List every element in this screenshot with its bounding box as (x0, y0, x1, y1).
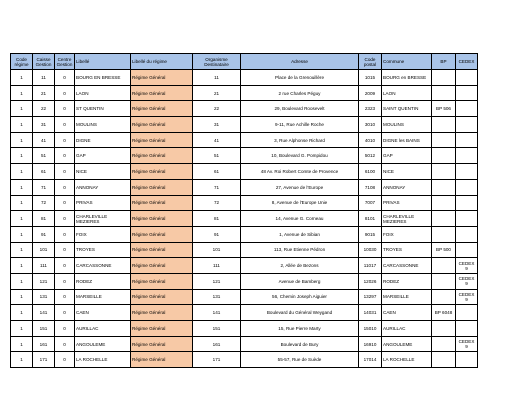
organisme-destinataire-cell: 22 (193, 101, 241, 117)
organisme-destinataire-cell: 151 (193, 321, 241, 337)
cedex-cell (456, 117, 478, 133)
adresse-cell: 55-57, Rue de Suède (241, 352, 359, 368)
commune-cell: SAINT QUENTIN (382, 101, 432, 117)
organisme-destinataire-cell: 111 (193, 258, 241, 274)
libelle-cell: BOURG EN BRESSE (75, 70, 131, 86)
bp-cell (432, 148, 456, 164)
header-caisse-gestion: Caisse Gestion (33, 54, 55, 70)
adresse-cell: 2, Allée de Bezons (241, 258, 359, 274)
code-regime-cell: 1 (11, 164, 33, 180)
caisses-table (10, 53, 478, 368)
code-postal-cell: 14031 (359, 305, 382, 321)
table-row (11, 117, 478, 133)
code-regime-cell: 1 (11, 352, 33, 368)
code-postal-cell: 2323 (359, 101, 382, 117)
adresse-cell: Boulevard du Général Weygand (241, 305, 359, 321)
centre-gestion-cell: 0 (55, 85, 75, 101)
code-postal-cell: 2009 (359, 85, 382, 101)
caisse-gestion-cell: 81 (33, 211, 55, 227)
libelle-cell: MOULINS (75, 117, 131, 133)
commune-cell: MOULINS (382, 117, 432, 133)
commune-cell: FOIX (382, 226, 432, 242)
centre-gestion-cell: 0 (55, 148, 75, 164)
cedex-cell (456, 321, 478, 337)
caisse-gestion-cell: 21 (33, 85, 55, 101)
cedex-cell (456, 148, 478, 164)
libelle-regime-cell: Régime Général (131, 273, 193, 289)
organisme-destinataire-cell: 121 (193, 273, 241, 289)
centre-gestion-cell: 0 (55, 164, 75, 180)
libelle-regime-cell: Régime Général (131, 101, 193, 117)
header-organisme-destinataire: Organisme Destinataire (193, 54, 241, 70)
cedex-cell (456, 85, 478, 101)
cedex-cell (456, 352, 478, 368)
adresse-cell: 14, Avenue G. Corneau (241, 211, 359, 227)
caisse-gestion-cell: 111 (33, 258, 55, 274)
libelle-regime-cell: Régime Général (131, 117, 193, 133)
organisme-destinataire-cell: 171 (193, 352, 241, 368)
code-regime-cell: 1 (11, 226, 33, 242)
code-regime-cell: 1 (11, 211, 33, 227)
centre-gestion-cell: 0 (55, 289, 75, 305)
adresse-cell: 10, Boulevard G. Pompidou (241, 148, 359, 164)
centre-gestion-cell: 0 (55, 242, 75, 258)
commune-cell: RODEZ (382, 273, 432, 289)
table-row (11, 164, 478, 180)
caisse-gestion-cell: 131 (33, 289, 55, 305)
organisme-destinataire-cell: 61 (193, 164, 241, 180)
bp-cell: BP 6048 (432, 305, 456, 321)
libelle-cell: ST QUENTIN (75, 101, 131, 117)
caisse-gestion-cell: 41 (33, 132, 55, 148)
bp-cell (432, 336, 456, 352)
centre-gestion-cell: 0 (55, 273, 75, 289)
caisse-gestion-cell: 121 (33, 273, 55, 289)
bp-cell (432, 85, 456, 101)
caisse-gestion-cell: 61 (33, 164, 55, 180)
libelle-cell: FOIX (75, 226, 131, 242)
organisme-destinataire-cell: 101 (193, 242, 241, 258)
libelle-cell: CAEN (75, 305, 131, 321)
caisse-gestion-cell: 72 (33, 195, 55, 211)
organisme-destinataire-cell: 81 (193, 211, 241, 227)
code-regime-cell: 1 (11, 289, 33, 305)
table-row (11, 179, 478, 195)
code-postal-cell: 6100 (359, 164, 382, 180)
adresse-cell: 29, Boulevard Roosevelt (241, 101, 359, 117)
centre-gestion-cell: 0 (55, 321, 75, 337)
bp-cell (432, 258, 456, 274)
code-regime-cell: 1 (11, 336, 33, 352)
bp-cell (432, 195, 456, 211)
centre-gestion-cell: 0 (55, 258, 75, 274)
table-row (11, 211, 478, 227)
organisme-destinataire-cell: 41 (193, 132, 241, 148)
code-postal-cell: 16910 (359, 336, 382, 352)
cedex-cell (456, 226, 478, 242)
bp-cell (432, 321, 456, 337)
commune-cell: DIGNE les BAINS (382, 132, 432, 148)
cedex-cell (456, 70, 478, 86)
adresse-cell: Boulevard de Bury (241, 336, 359, 352)
libelle-cell: GAP (75, 148, 131, 164)
libelle-regime-cell: Régime Général (131, 85, 193, 101)
header-bp: BP (432, 54, 456, 70)
adresse-cell: 9-11, Rue Achille Roche (241, 117, 359, 133)
adresse-cell: 2 rue Charles Péguy (241, 85, 359, 101)
cedex-cell: CEDEX 9 (456, 289, 478, 305)
code-postal-cell: 12026 (359, 273, 382, 289)
table-row (11, 132, 478, 148)
libelle-cell: MARSEILLE (75, 289, 131, 305)
caisse-gestion-cell: 11 (33, 70, 55, 86)
table-row (11, 195, 478, 211)
table-row (11, 242, 478, 258)
centre-gestion-cell: 0 (55, 305, 75, 321)
adresse-cell: 1, Avenue de Sibian (241, 226, 359, 242)
centre-gestion-cell: 0 (55, 132, 75, 148)
table-row (11, 70, 478, 86)
cedex-cell (456, 305, 478, 321)
cedex-cell: CEDEX 9 (456, 258, 478, 274)
libelle-regime-cell: Régime Général (131, 211, 193, 227)
libelle-cell: ANGOULEME (75, 336, 131, 352)
table-row (11, 273, 478, 289)
header-commune: Commune (382, 54, 432, 70)
libelle-regime-cell: Régime Général (131, 226, 193, 242)
caisse-gestion-cell: 71 (33, 179, 55, 195)
libelle-regime-cell: Régime Général (131, 195, 193, 211)
organisme-destinataire-cell: 51 (193, 148, 241, 164)
adresse-cell: Place de la Grenouillère (241, 70, 359, 86)
commune-cell: LA ROCHELLE (382, 352, 432, 368)
commune-cell: TROYES (382, 242, 432, 258)
code-regime-cell: 1 (11, 258, 33, 274)
cedex-cell: CEDEX 9 (456, 336, 478, 352)
libelle-regime-cell: Régime Général (131, 132, 193, 148)
caisse-gestion-cell: 22 (33, 101, 55, 117)
commune-cell: NICE (382, 164, 432, 180)
bp-cell (432, 273, 456, 289)
header-cedex: CEDEX (456, 54, 478, 70)
libelle-regime-cell: Régime Général (131, 242, 193, 258)
commune-cell: AURILLAC (382, 321, 432, 337)
libelle-cell: RODEZ (75, 273, 131, 289)
libelle-cell: PRIVAS (75, 195, 131, 211)
code-postal-cell: 1015 (359, 70, 382, 86)
table-row (11, 101, 478, 117)
libelle-regime-cell: Régime Général (131, 258, 193, 274)
cedex-cell: CEDEX 9 (456, 273, 478, 289)
libelle-regime-cell: Régime Général (131, 289, 193, 305)
header-row (11, 54, 478, 70)
header-centre-gestion: Centre Gestion (55, 54, 75, 70)
code-postal-cell: 4010 (359, 132, 382, 148)
commune-cell: CAEN (382, 305, 432, 321)
caisse-gestion-cell: 91 (33, 226, 55, 242)
commune-cell: ANNONAY (382, 179, 432, 195)
code-postal-cell: 11017 (359, 258, 382, 274)
libelle-cell: DIGNE (75, 132, 131, 148)
adresse-cell: 56, Chemin Joseph Aiguier (241, 289, 359, 305)
libelle-regime-cell: Régime Général (131, 179, 193, 195)
commune-cell: CARCASSONNE (382, 258, 432, 274)
code-postal-cell: 17014 (359, 352, 382, 368)
code-postal-cell: 9015 (359, 226, 382, 242)
adresse-cell: Avenue de Bamberg (241, 273, 359, 289)
header-code-regime: Code régime (11, 54, 33, 70)
caisse-gestion-cell: 161 (33, 336, 55, 352)
bp-cell: BP 506 (432, 101, 456, 117)
centre-gestion-cell: 0 (55, 336, 75, 352)
header-libelle: Libellé (75, 54, 131, 70)
commune-cell: ANGOULEME (382, 336, 432, 352)
caisse-gestion-cell: 171 (33, 352, 55, 368)
code-regime-cell: 1 (11, 101, 33, 117)
centre-gestion-cell: 0 (55, 101, 75, 117)
code-regime-cell: 1 (11, 85, 33, 101)
code-regime-cell: 1 (11, 132, 33, 148)
libelle-cell: TROYES (75, 242, 131, 258)
code-regime-cell: 1 (11, 70, 33, 86)
organisme-destinataire-cell: 72 (193, 195, 241, 211)
table-row (11, 321, 478, 337)
code-postal-cell: 15010 (359, 321, 382, 337)
caisse-gestion-cell: 31 (33, 117, 55, 133)
code-regime-cell: 1 (11, 305, 33, 321)
centre-gestion-cell: 0 (55, 226, 75, 242)
caisses-table-sheet (10, 53, 478, 368)
table-row (11, 352, 478, 368)
libelle-cell: LAON (75, 85, 131, 101)
bp-cell (432, 289, 456, 305)
code-regime-cell: 1 (11, 242, 33, 258)
table-row (11, 289, 478, 305)
centre-gestion-cell: 0 (55, 117, 75, 133)
organisme-destinataire-cell: 71 (193, 179, 241, 195)
libelle-regime-cell: Régime Général (131, 164, 193, 180)
commune-cell: CHARLEVILLE MEZIERES (382, 211, 432, 227)
cedex-cell (456, 164, 478, 180)
adresse-cell: 113, Rue Etienne Pédron (241, 242, 359, 258)
centre-gestion-cell: 0 (55, 179, 75, 195)
code-postal-cell: 10030 (359, 242, 382, 258)
table-row (11, 226, 478, 242)
bp-cell (432, 226, 456, 242)
table-row (11, 85, 478, 101)
code-postal-cell: 3010 (359, 117, 382, 133)
centre-gestion-cell: 0 (55, 352, 75, 368)
bp-cell: BP 500 (432, 242, 456, 258)
code-postal-cell: 5012 (359, 148, 382, 164)
header-code-postal: Code postal (359, 54, 382, 70)
libelle-cell: NICE (75, 164, 131, 180)
organisme-destinataire-cell: 141 (193, 305, 241, 321)
code-regime-cell: 1 (11, 117, 33, 133)
code-regime-cell: 1 (11, 195, 33, 211)
code-regime-cell: 1 (11, 273, 33, 289)
libelle-regime-cell: Régime Général (131, 148, 193, 164)
adresse-cell: 15, Rue Pierre Marty (241, 321, 359, 337)
adresse-cell: 3, Rue Alphonse Richard (241, 132, 359, 148)
organisme-destinataire-cell: 161 (193, 336, 241, 352)
cedex-cell (456, 195, 478, 211)
table-row (11, 258, 478, 274)
organisme-destinataire-cell: 21 (193, 85, 241, 101)
code-postal-cell: 8101 (359, 211, 382, 227)
organisme-destinataire-cell: 91 (193, 226, 241, 242)
cedex-cell (456, 211, 478, 227)
centre-gestion-cell: 0 (55, 195, 75, 211)
cedex-cell (456, 179, 478, 195)
code-regime-cell: 1 (11, 148, 33, 164)
libelle-regime-cell: Régime Général (131, 336, 193, 352)
commune-cell: PRIVAS (382, 195, 432, 211)
commune-cell: MARSEILLE (382, 289, 432, 305)
libelle-cell: AURILLAC (75, 321, 131, 337)
bp-cell (432, 132, 456, 148)
bp-cell (432, 179, 456, 195)
cedex-cell (456, 132, 478, 148)
libelle-cell: CARCASSONNE (75, 258, 131, 274)
adresse-cell: 27, Avenue de l'Europe (241, 179, 359, 195)
libelle-regime-cell: Régime Général (131, 70, 193, 86)
libelle-regime-cell: Régime Général (131, 321, 193, 337)
caisse-gestion-cell: 51 (33, 148, 55, 164)
table-row (11, 148, 478, 164)
code-postal-cell: 7007 (359, 195, 382, 211)
commune-cell: GAP (382, 148, 432, 164)
code-postal-cell: 7108 (359, 179, 382, 195)
bp-cell (432, 117, 456, 133)
adresse-cell: 8, Avenue de l'Europe Unie (241, 195, 359, 211)
caisse-gestion-cell: 101 (33, 242, 55, 258)
organisme-destinataire-cell: 131 (193, 289, 241, 305)
code-regime-cell: 1 (11, 179, 33, 195)
bp-cell (432, 352, 456, 368)
organisme-destinataire-cell: 11 (193, 70, 241, 86)
libelle-cell: LA ROCHELLE (75, 352, 131, 368)
header-libelle-regime: Libellé du régime (131, 54, 193, 70)
code-regime-cell: 1 (11, 321, 33, 337)
bp-cell (432, 70, 456, 86)
libelle-regime-cell: Régime Général (131, 305, 193, 321)
cedex-cell (456, 101, 478, 117)
centre-gestion-cell: 0 (55, 211, 75, 227)
table-row (11, 305, 478, 321)
centre-gestion-cell: 0 (55, 70, 75, 86)
adresse-cell: 48 Av. Roi Robert Comte de Provence (241, 164, 359, 180)
table-row (11, 336, 478, 352)
caisse-gestion-cell: 151 (33, 321, 55, 337)
commune-cell: LAON (382, 85, 432, 101)
code-postal-cell: 13297 (359, 289, 382, 305)
caisse-gestion-cell: 141 (33, 305, 55, 321)
header-adresse: Adresse (241, 54, 359, 70)
libelle-cell: ANNONAY (75, 179, 131, 195)
bp-cell (432, 211, 456, 227)
libelle-regime-cell: Régime Général (131, 352, 193, 368)
bp-cell (432, 164, 456, 180)
cedex-cell (456, 242, 478, 258)
organisme-destinataire-cell: 31 (193, 117, 241, 133)
libelle-cell: CHARLEVILLE MEZIERES (75, 211, 131, 227)
commune-cell: BOURG en BRESSE (382, 70, 432, 86)
